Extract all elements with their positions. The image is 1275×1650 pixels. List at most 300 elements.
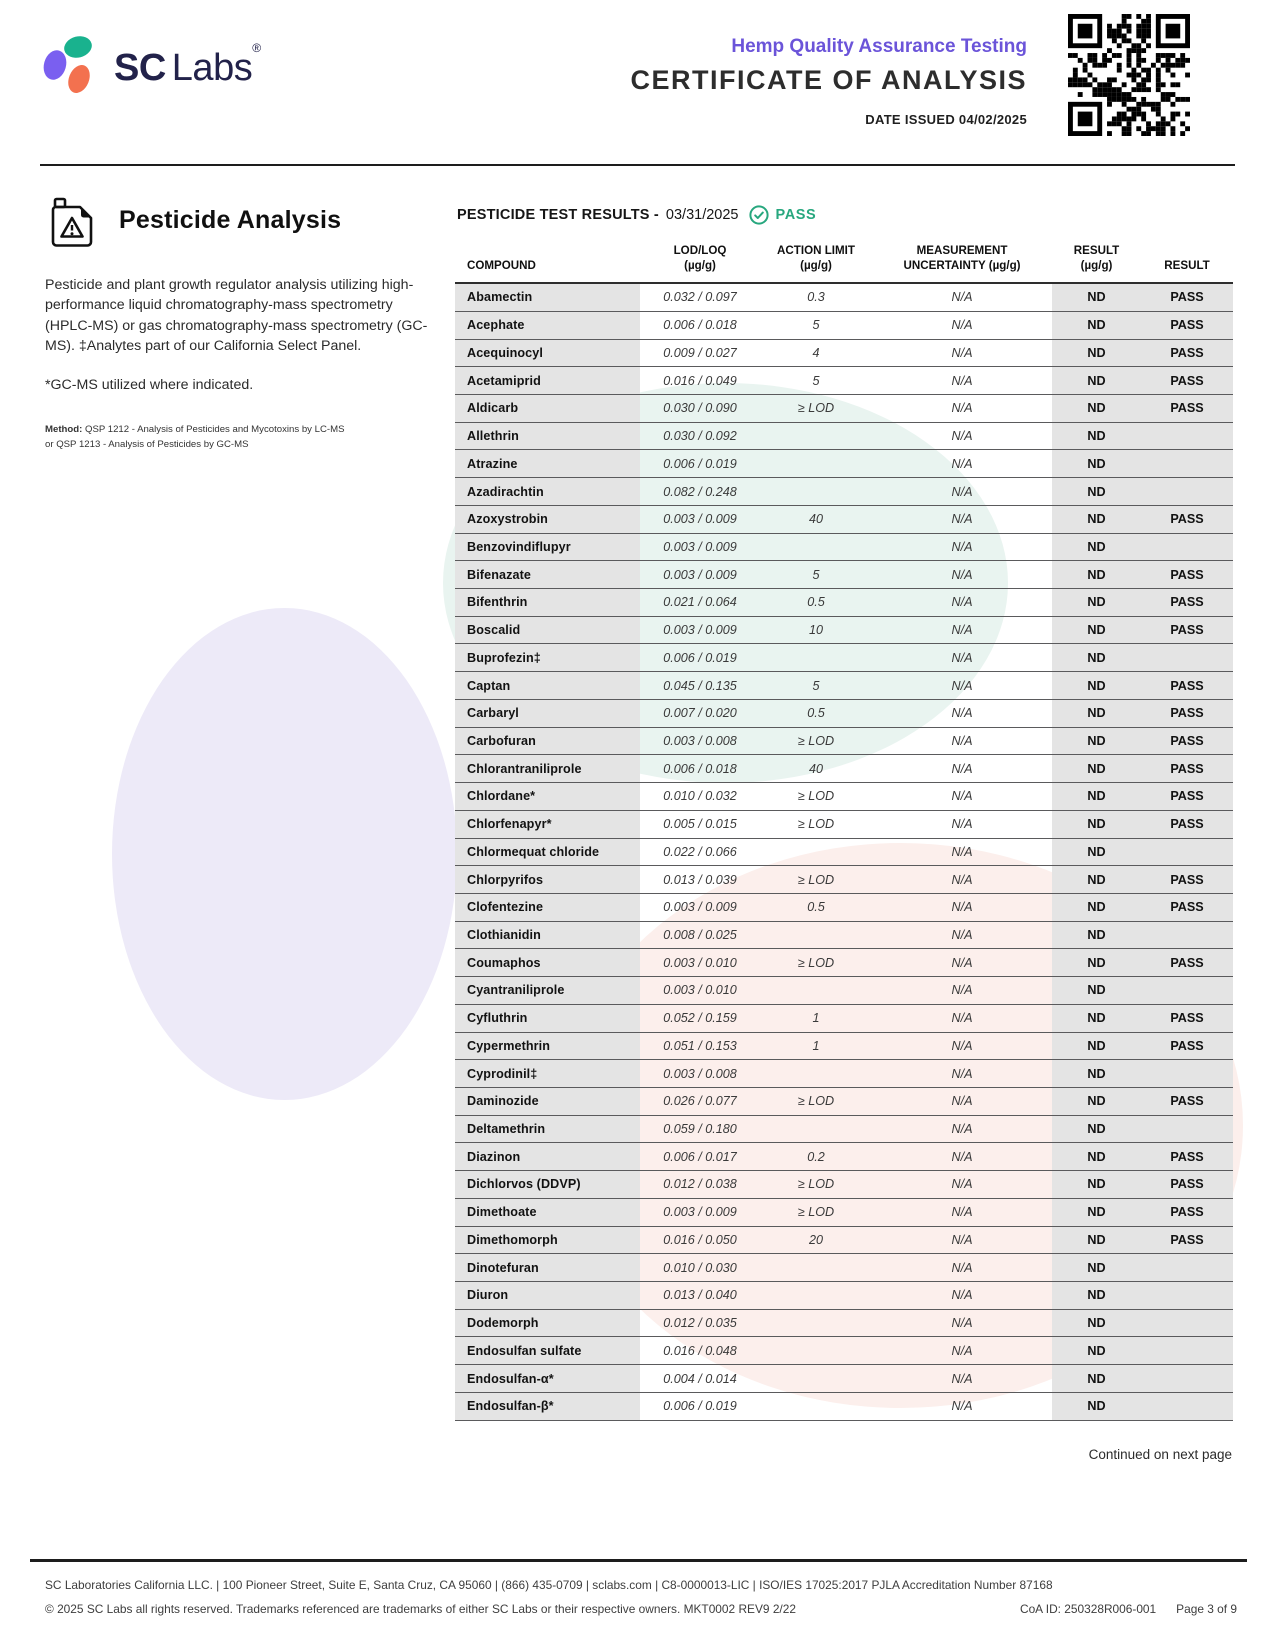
result-cell: ND — [1052, 700, 1141, 727]
uncertainty-cell: N/A — [951, 817, 973, 832]
result-cell: ND — [1052, 1005, 1141, 1032]
result-cell: ND — [1052, 284, 1141, 311]
pesticide-results — [455, 205, 1233, 1421]
lodloq-cell: 0.016 / 0.050 — [663, 1232, 737, 1247]
results-table-body — [455, 284, 1233, 1420]
result-cell: ND — [1052, 977, 1141, 1004]
uncertainty-cell: N/A — [951, 1149, 973, 1164]
compound-cell: Carbofuran — [455, 728, 640, 755]
status-cell: PASS — [1141, 811, 1233, 838]
action-limit-cell: 0.5 — [807, 595, 825, 610]
pesticide-analysis-panel — [45, 192, 437, 452]
lodloq-cell: 0.003 / 0.009 — [663, 567, 737, 582]
action-limit-cell: 0.2 — [807, 1149, 825, 1164]
table-row — [455, 1116, 1233, 1144]
compound-cell: Deltamethrin — [455, 1116, 640, 1143]
compound-cell: Chlormequat chloride — [455, 839, 640, 866]
lodloq-cell: 0.012 / 0.035 — [663, 1316, 737, 1331]
sc-labs-logo — [40, 34, 261, 96]
table-row — [455, 894, 1233, 922]
result-cell: ND — [1052, 644, 1141, 671]
header-titles — [507, 36, 1027, 127]
uncertainty-cell: N/A — [951, 733, 973, 748]
lodloq-cell: 0.009 / 0.027 — [663, 345, 737, 360]
action-limit-cell: ≥ LOD — [797, 955, 835, 970]
watermark-circle-lavender — [112, 608, 457, 1100]
result-cell: ND — [1052, 839, 1141, 866]
result-cell: ND — [1052, 894, 1141, 921]
uncertainty-cell: N/A — [951, 1038, 973, 1053]
uncertainty-cell: N/A — [951, 1177, 973, 1192]
table-row — [455, 1143, 1233, 1171]
table-row — [455, 839, 1233, 867]
table-row — [455, 755, 1233, 783]
lodloq-cell: 0.003 / 0.009 — [663, 512, 737, 527]
compound-cell: Daminozide — [455, 1088, 640, 1115]
lodloq-cell: 0.030 / 0.092 — [663, 429, 737, 444]
compound-cell: Coumaphos — [455, 949, 640, 976]
results-title-label: PESTICIDE TEST RESULTS - — [457, 207, 659, 223]
result-cell: ND — [1052, 617, 1141, 644]
table-row — [455, 866, 1233, 894]
table-row — [455, 1199, 1233, 1227]
result-cell: ND — [1052, 1310, 1141, 1337]
uncertainty-cell: N/A — [951, 650, 973, 665]
footer-copyright: © 2025 SC Labs all rights reserved. Trademarks referenced are trademarks of either SC Labs or their respective owners. MKT0002 REV9 2/22 — [45, 1602, 796, 1616]
action-limit-cell — [760, 1393, 872, 1420]
status-cell — [1141, 1365, 1233, 1392]
footer-doc-ids — [1020, 1602, 1237, 1616]
status-cell: PASS — [1141, 367, 1233, 394]
col-header-lodloq: LOD/LOQ (µg/g) — [673, 244, 727, 273]
status-cell: PASS — [1141, 866, 1233, 893]
table-row — [455, 922, 1233, 950]
compound-cell: Cyantraniliprole — [455, 977, 640, 1004]
action-limit-cell — [760, 1116, 872, 1143]
compound-cell: Chlorantraniliprole — [455, 755, 640, 782]
compound-cell: Boscalid — [455, 617, 640, 644]
table-row — [455, 506, 1233, 534]
compound-cell: Endosulfan sulfate — [455, 1337, 640, 1364]
lodloq-cell: 0.003 / 0.008 — [663, 733, 737, 748]
lodloq-cell: 0.016 / 0.048 — [663, 1343, 737, 1358]
status-cell: PASS — [1141, 589, 1233, 616]
uncertainty-cell: N/A — [951, 1011, 973, 1026]
action-limit-cell: ≥ LOD — [797, 872, 835, 887]
table-row — [455, 423, 1233, 451]
result-cell: ND — [1052, 340, 1141, 367]
result-cell: ND — [1052, 949, 1141, 976]
uncertainty-cell: N/A — [951, 706, 973, 721]
compound-cell: Dichlorvos (DDVP) — [455, 1171, 640, 1198]
col-header-compound: COMPOUND — [467, 259, 536, 273]
brand-sc: SC — [114, 46, 166, 89]
result-cell: ND — [1052, 1365, 1141, 1392]
compound-cell: Dinotefuran — [455, 1254, 640, 1281]
uncertainty-cell: N/A — [951, 983, 973, 998]
lodloq-cell: 0.013 / 0.039 — [663, 872, 737, 887]
lodloq-cell: 0.032 / 0.097 — [663, 290, 737, 305]
status-cell — [1141, 534, 1233, 561]
compound-cell: Clothianidin — [455, 922, 640, 949]
table-row — [455, 811, 1233, 839]
uncertainty-cell: N/A — [951, 1288, 973, 1303]
compound-cell: Atrazine — [455, 450, 640, 477]
col-header-uncertainty: MEASUREMENT UNCERTAINTY (µg/g) — [903, 244, 1021, 273]
uncertainty-cell: N/A — [951, 512, 973, 527]
result-cell: ND — [1052, 672, 1141, 699]
result-cell: ND — [1052, 395, 1141, 422]
lodloq-cell: 0.006 / 0.019 — [663, 1399, 737, 1414]
compound-cell: Chlorpyrifos — [455, 866, 640, 893]
results-date: 03/31/2025 — [665, 207, 739, 223]
status-cell — [1141, 922, 1233, 949]
action-limit-cell: 0.5 — [807, 706, 825, 721]
table-row — [455, 1310, 1233, 1338]
action-limit-cell — [760, 644, 872, 671]
compound-cell: Bifenthrin — [455, 589, 640, 616]
uncertainty-cell: N/A — [951, 373, 973, 388]
status-cell: PASS — [1141, 617, 1233, 644]
result-cell: ND — [1052, 478, 1141, 505]
status-cell — [1141, 423, 1233, 450]
pesticide-jug-warning-icon — [45, 192, 101, 248]
status-cell: PASS — [1141, 1143, 1233, 1170]
uncertainty-cell: N/A — [951, 1399, 973, 1414]
uncertainty-cell: N/A — [951, 1205, 973, 1220]
compound-cell: Allethrin — [455, 423, 640, 450]
method-note — [45, 423, 345, 452]
status-cell: PASS — [1141, 1199, 1233, 1226]
result-cell: ND — [1052, 1227, 1141, 1254]
header-divider — [40, 164, 1235, 166]
action-limit-cell: 40 — [808, 761, 823, 776]
action-limit-cell: 0.3 — [807, 290, 825, 305]
uncertainty-cell: N/A — [951, 1316, 973, 1331]
table-row — [455, 783, 1233, 811]
action-limit-cell — [760, 839, 872, 866]
result-cell: ND — [1052, 506, 1141, 533]
result-cell: ND — [1052, 312, 1141, 339]
table-row — [455, 1282, 1233, 1310]
table-row — [455, 478, 1233, 506]
lodloq-cell: 0.022 / 0.066 — [663, 844, 737, 859]
status-cell — [1141, 450, 1233, 477]
table-row — [455, 1033, 1233, 1061]
sc-labs-logo-blobs-icon — [40, 34, 102, 96]
status-cell — [1141, 1282, 1233, 1309]
status-cell: PASS — [1141, 783, 1233, 810]
result-cell: ND — [1052, 1282, 1141, 1309]
table-header-row — [455, 243, 1233, 284]
compound-cell: Abamectin — [455, 284, 640, 311]
table-row — [455, 949, 1233, 977]
lodloq-cell: 0.006 / 0.019 — [663, 650, 737, 665]
table-row — [455, 1337, 1233, 1365]
action-limit-cell: ≥ LOD — [797, 733, 835, 748]
status-cell: PASS — [1141, 506, 1233, 533]
footer-divider — [30, 1559, 1247, 1562]
action-limit-cell: 5 — [812, 373, 820, 388]
status-cell — [1141, 839, 1233, 866]
lodloq-cell: 0.003 / 0.009 — [663, 539, 737, 554]
action-limit-cell — [760, 534, 872, 561]
compound-cell: Clofentezine — [455, 894, 640, 921]
result-cell: ND — [1052, 728, 1141, 755]
compound-cell: Azoxystrobin — [455, 506, 640, 533]
result-cell: ND — [1052, 450, 1141, 477]
status-cell: PASS — [1141, 894, 1233, 921]
action-limit-cell: 1 — [812, 1011, 820, 1026]
action-limit-cell: 5 — [812, 678, 820, 693]
lodloq-cell: 0.006 / 0.018 — [663, 318, 737, 333]
uncertainty-cell: N/A — [951, 1066, 973, 1081]
uncertainty-cell: N/A — [951, 761, 973, 776]
uncertainty-cell: N/A — [951, 1094, 973, 1109]
action-limit-cell: ≥ LOD — [797, 1177, 835, 1192]
status-cell: PASS — [1141, 1033, 1233, 1060]
footer-legal-row — [45, 1602, 1237, 1616]
uncertainty-cell: N/A — [951, 789, 973, 804]
action-limit-cell — [760, 1310, 872, 1337]
result-cell: ND — [1052, 755, 1141, 782]
section-description: Pesticide and plant growth regulator analysis utilizing high-performance liquid chromatography-mass spectrometry (HPLC-MS) or gas chromatography-mass spectrometry (GC-MS). ‡Analytes part of our California Select Panel. — [45, 277, 428, 354]
compound-cell: Dimethomorph — [455, 1227, 640, 1254]
date-issued: DATE ISSUED 04/02/2025 — [865, 112, 1027, 127]
compound-cell: Endosulfan-α* — [455, 1365, 640, 1392]
lodloq-cell: 0.013 / 0.040 — [663, 1288, 737, 1303]
table-row — [455, 1393, 1233, 1421]
uncertainty-cell: N/A — [951, 900, 973, 915]
table-row — [455, 589, 1233, 617]
compound-cell: Acetamiprid — [455, 367, 640, 394]
compound-cell: Acequinocyl — [455, 340, 640, 367]
result-cell: ND — [1052, 866, 1141, 893]
status-cell: PASS — [1141, 284, 1233, 311]
col-header-result-ugg: RESULT (µg/g) — [1073, 244, 1120, 273]
action-limit-cell — [760, 1337, 872, 1364]
uncertainty-cell: N/A — [951, 1343, 973, 1358]
action-limit-cell: 5 — [812, 567, 820, 582]
lodloq-cell: 0.003 / 0.009 — [663, 623, 737, 638]
method-label: Method: — [45, 424, 83, 436]
action-limit-cell — [760, 450, 872, 477]
lodloq-cell: 0.003 / 0.008 — [663, 1066, 737, 1081]
overall-status-badge: PASS — [775, 207, 817, 223]
uncertainty-cell: N/A — [951, 1122, 973, 1137]
status-cell: PASS — [1141, 755, 1233, 782]
status-cell: PASS — [1141, 1227, 1233, 1254]
lodloq-cell: 0.082 / 0.248 — [663, 484, 737, 499]
lodloq-cell: 0.008 / 0.025 — [663, 928, 737, 943]
compound-cell: Chlorfenapyr* — [455, 811, 640, 838]
page-number: Page 3 of 9 — [1176, 1602, 1237, 1616]
status-cell — [1141, 1254, 1233, 1281]
lodloq-cell: 0.051 / 0.153 — [663, 1038, 737, 1053]
table-row — [455, 700, 1233, 728]
check-circle-icon — [749, 205, 769, 225]
table-row — [455, 1088, 1233, 1116]
status-cell — [1141, 1116, 1233, 1143]
lodloq-cell: 0.010 / 0.032 — [663, 789, 737, 804]
compound-cell: Azadirachtin — [455, 478, 640, 505]
table-row — [455, 284, 1233, 312]
uncertainty-cell: N/A — [951, 484, 973, 499]
result-cell: ND — [1052, 367, 1141, 394]
brand-labs: Labs — [171, 46, 253, 89]
table-row — [455, 1171, 1233, 1199]
result-cell: ND — [1052, 1171, 1141, 1198]
action-limit-cell: 20 — [808, 1232, 823, 1247]
action-limit-cell: ≥ LOD — [797, 1094, 835, 1109]
action-limit-cell — [760, 423, 872, 450]
compound-cell: Captan — [455, 672, 640, 699]
lodloq-cell: 0.003 / 0.010 — [663, 955, 737, 970]
status-cell: PASS — [1141, 1171, 1233, 1198]
action-limit-cell — [760, 1282, 872, 1309]
table-row — [455, 534, 1233, 562]
compound-cell: Diuron — [455, 1282, 640, 1309]
action-limit-cell: 4 — [812, 345, 820, 360]
result-cell: ND — [1052, 1060, 1141, 1087]
registered-mark: ® — [252, 40, 261, 55]
table-row — [455, 1060, 1233, 1088]
uncertainty-cell: N/A — [951, 844, 973, 859]
lodloq-cell: 0.021 / 0.064 — [663, 595, 737, 610]
lodloq-cell: 0.026 / 0.077 — [663, 1094, 737, 1109]
uncertainty-cell: N/A — [951, 567, 973, 582]
uncertainty-cell: N/A — [951, 1371, 973, 1386]
action-limit-cell: 40 — [808, 512, 823, 527]
lodloq-cell: 0.010 / 0.030 — [663, 1260, 737, 1275]
uncertainty-cell: N/A — [951, 456, 973, 471]
table-row — [455, 672, 1233, 700]
table-row — [455, 977, 1233, 1005]
result-cell: ND — [1052, 561, 1141, 588]
uncertainty-cell: N/A — [951, 539, 973, 554]
lodloq-cell: 0.003 / 0.009 — [663, 1205, 737, 1220]
table-row — [455, 1227, 1233, 1255]
compound-cell: Acephate — [455, 312, 640, 339]
table-row — [455, 312, 1233, 340]
lodloq-cell: 0.006 / 0.017 — [663, 1149, 737, 1164]
status-cell: PASS — [1141, 312, 1233, 339]
uncertainty-cell: N/A — [951, 345, 973, 360]
lodloq-cell: 0.030 / 0.090 — [663, 401, 737, 416]
footer-lab-info: SC Laboratories California LLC. | 100 Pioneer Street, Suite E, Santa Cruz, CA 95060 | (866) 435-0709 | sclabs.com | C8-0000013-LIC | ISO/IES 17025:2017 PJLA Accreditation Number 87168 — [45, 1578, 1053, 1592]
action-limit-cell: ≥ LOD — [797, 789, 835, 804]
compound-cell: Chlordane* — [455, 783, 640, 810]
table-row — [455, 1365, 1233, 1393]
action-limit-cell — [760, 1060, 872, 1087]
table-row — [455, 644, 1233, 672]
compound-cell: Buprofezin‡ — [455, 644, 640, 671]
results-title — [455, 205, 1233, 225]
action-limit-cell — [760, 977, 872, 1004]
result-cell: ND — [1052, 1088, 1141, 1115]
status-cell: PASS — [1141, 728, 1233, 755]
uncertainty-cell: N/A — [951, 1232, 973, 1247]
status-cell — [1141, 1310, 1233, 1337]
table-row — [455, 340, 1233, 368]
compound-cell: Dodemorph — [455, 1310, 640, 1337]
action-limit-cell: ≥ LOD — [797, 817, 835, 832]
status-cell: PASS — [1141, 1088, 1233, 1115]
compound-cell: Carbaryl — [455, 700, 640, 727]
action-limit-cell — [760, 478, 872, 505]
action-limit-cell: 10 — [808, 623, 823, 638]
section-title: Pesticide Analysis — [119, 205, 342, 234]
status-cell: PASS — [1141, 395, 1233, 422]
action-limit-cell: 1 — [812, 1038, 820, 1053]
table-row — [455, 728, 1233, 756]
result-cell: ND — [1052, 1337, 1141, 1364]
uncertainty-cell: N/A — [951, 872, 973, 887]
qr-code — [1068, 14, 1190, 136]
status-cell — [1141, 1393, 1233, 1420]
status-cell — [1141, 977, 1233, 1004]
compound-cell: Diazinon — [455, 1143, 640, 1170]
section-header — [45, 192, 437, 248]
lodloq-cell: 0.004 / 0.014 — [663, 1371, 737, 1386]
status-cell: PASS — [1141, 700, 1233, 727]
uncertainty-cell: N/A — [951, 401, 973, 416]
result-cell: ND — [1052, 783, 1141, 810]
continued-note: Continued on next page — [1088, 1447, 1232, 1462]
lodloq-cell: 0.003 / 0.009 — [663, 900, 737, 915]
action-limit-cell — [760, 1365, 872, 1392]
table-row — [455, 367, 1233, 395]
method-text: QSP 1212 - Analysis of Pesticides and Mycotoxins by LC-MS or QSP 1213 - Analysis of Pesticides by GC-MS — [45, 424, 345, 450]
compound-cell: Endosulfan-β* — [455, 1393, 640, 1420]
result-cell: ND — [1052, 922, 1141, 949]
table-row — [455, 395, 1233, 423]
col-header-result: RESULT — [1164, 259, 1210, 273]
result-cell: ND — [1052, 1116, 1141, 1143]
result-cell: ND — [1052, 534, 1141, 561]
compound-cell: Aldicarb — [455, 395, 640, 422]
lodloq-cell: 0.007 / 0.020 — [663, 706, 737, 721]
action-limit-cell — [760, 922, 872, 949]
sc-labs-wordmark — [114, 41, 261, 90]
action-limit-cell: ≥ LOD — [797, 1205, 835, 1220]
status-cell: PASS — [1141, 561, 1233, 588]
lodloq-cell: 0.005 / 0.015 — [663, 817, 737, 832]
uncertainty-cell: N/A — [951, 928, 973, 943]
result-cell: ND — [1052, 1254, 1141, 1281]
lodloq-cell: 0.045 / 0.135 — [663, 678, 737, 693]
status-cell — [1141, 478, 1233, 505]
col-header-action-limit: ACTION LIMIT (µg/g) — [777, 244, 855, 273]
lodloq-cell: 0.052 / 0.159 — [663, 1011, 737, 1026]
uncertainty-cell: N/A — [951, 429, 973, 444]
uncertainty-cell: N/A — [951, 678, 973, 693]
uncertainty-cell: N/A — [951, 595, 973, 610]
compound-cell: Cyprodinil‡ — [455, 1060, 640, 1087]
compound-cell: Benzovindiflupyr — [455, 534, 640, 561]
action-limit-cell: 0.5 — [807, 900, 825, 915]
uncertainty-cell: N/A — [951, 623, 973, 638]
status-cell — [1141, 1060, 1233, 1087]
compound-cell: Cypermethrin — [455, 1033, 640, 1060]
lodloq-cell: 0.006 / 0.019 — [663, 456, 737, 471]
result-cell: ND — [1052, 1199, 1141, 1226]
status-cell — [1141, 644, 1233, 671]
coa-id: CoA ID: 250328R006-001 — [1019, 1602, 1157, 1616]
table-row — [455, 561, 1233, 589]
compound-cell: Dimethoate — [455, 1199, 640, 1226]
result-cell: ND — [1052, 423, 1141, 450]
